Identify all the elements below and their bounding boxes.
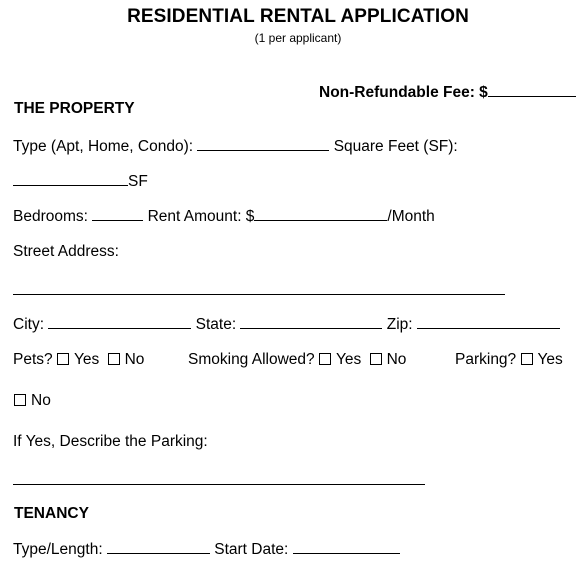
tenancy-row [13,540,400,559]
street-label: Street Address: [13,243,119,260]
pets-no-label: No [124,351,145,368]
type-length-label: Type/Length: [13,541,103,558]
smoking-group [188,351,406,369]
street-input[interactable] [13,294,505,295]
parking-no-checkbox[interactable] [14,394,26,406]
pets-group [13,351,144,369]
smoking-yes-label: Yes [335,351,362,368]
sqft-row [13,172,148,191]
parking-describe-label: If Yes, Describe the Parking: [13,433,208,450]
parking-label: Parking? [455,351,517,368]
state-input[interactable] [240,315,382,329]
sf-suffix: SF [128,173,148,190]
page-subtitle: (1 per applicant) [254,31,342,45]
smoking-no-label: No [386,351,407,368]
fee-row [319,82,576,102]
bedrooms-label: Bedrooms: [13,208,88,225]
start-date-label: Start Date: [214,541,289,558]
pets-yes-label: Yes [73,351,100,368]
parking-describe-input[interactable] [13,484,425,485]
start-date-input[interactable] [293,540,400,554]
zip-input[interactable] [417,315,560,329]
parking-group [455,351,563,369]
city-state-zip-row [13,315,560,334]
month-suffix: /Month [387,208,435,225]
parking-no-group [14,392,51,410]
city-input[interactable] [48,315,191,329]
section-heading-tenancy: TENANCY [14,505,89,522]
smoking-label: Smoking Allowed? [188,351,315,368]
rent-input[interactable] [254,207,387,221]
rent-label: Rent Amount: $ [147,208,255,225]
parking-no-label: No [31,392,51,409]
bedrooms-input[interactable] [92,207,143,221]
sqft-input[interactable] [13,172,128,186]
fee-label: Non-Refundable Fee: $ [319,84,488,101]
type-label: Type (Apt, Home, Condo): [13,138,194,155]
state-label: State: [195,316,237,333]
smoking-no-checkbox[interactable] [370,353,382,365]
pets-yes-checkbox[interactable] [57,353,69,365]
fee-input[interactable] [488,82,576,97]
smoking-yes-checkbox[interactable] [319,353,331,365]
page-title: RESIDENTIAL RENTAL APPLICATION [127,6,469,27]
pets-no-checkbox[interactable] [108,353,120,365]
bedrooms-row [13,207,435,226]
type-input[interactable] [197,137,329,151]
pets-label: Pets? [13,351,53,368]
parking-yes-checkbox[interactable] [521,353,533,365]
city-label: City: [13,316,44,333]
sqft-label: Square Feet (SF): [333,138,458,155]
parking-yes-label: Yes [537,351,563,368]
type-length-input[interactable] [107,540,210,554]
zip-label: Zip: [386,316,413,333]
type-row [13,137,458,156]
section-heading-property: THE PROPERTY [14,100,135,117]
